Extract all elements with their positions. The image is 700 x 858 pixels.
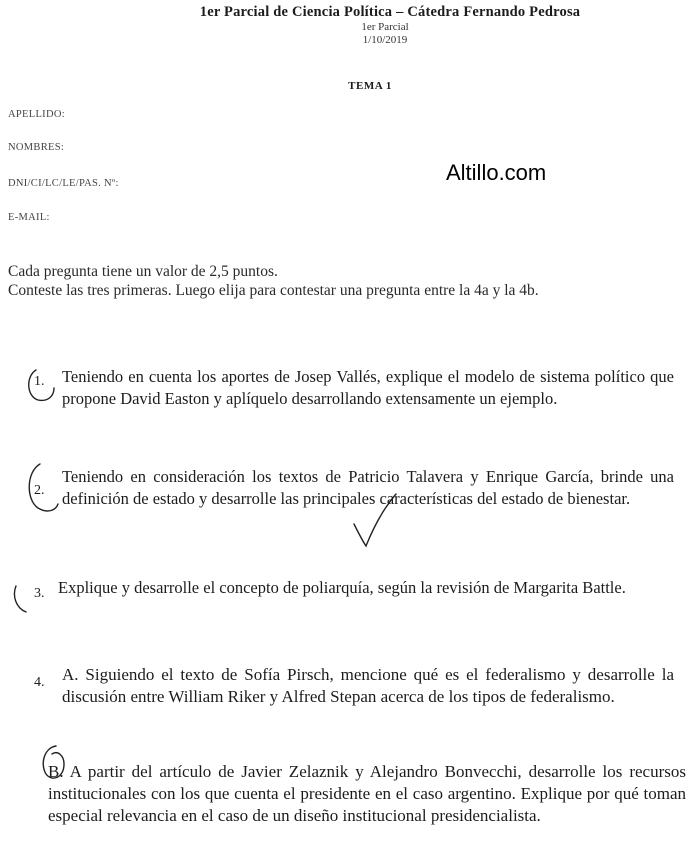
question-4a-item: A. Siguiendo el texto de Sofía Pirsch, mencione qué es el federalismo y desarrolle la discusión entre William Riker y Alfred Stepan acerca de los tipos de federalismo.	[62, 665, 674, 706]
instructions-line-1: Cada pregunta tiene un valor de 2,5 puntos.	[8, 263, 278, 280]
question-4b-text	[48, 761, 686, 827]
question-2-number: 2.	[34, 483, 45, 498]
field-email: E-MAIL:	[8, 212, 50, 223]
field-dni: DNI/CI/LC/LE/PAS. Nº:	[8, 178, 119, 189]
instructions	[8, 262, 539, 300]
question-3-number: 3.	[34, 586, 45, 601]
exam-header	[0, 4, 700, 47]
watermark: Altillo.com	[446, 160, 547, 185]
question-1-number: 1.	[34, 374, 45, 389]
question-1-text: Teniendo en cuenta los aportes de Josep Vallés, explique el modelo de sistema político que propone David Easton y aplíquelo desarrollando extensamente un ejemplo.	[62, 367, 674, 408]
exam-title: 1er Parcial de Ciencia Política – Cátedra Fernando Pedrosa	[199, 4, 581, 20]
question-3-text: Explique y desarrolle el concepto de poliarquía, según la revisión de Margarita Battle.	[58, 578, 626, 597]
question-4b-item: B. A partir del artículo de Javier Zelaznik y Alejandro Bonvecchi, desarrolle los recursos institucionales con los que cuenta el presidente en el caso argentino. Explique por qué toman especial relevancia en el caso de un diseño institucional presidencialista.	[48, 762, 686, 825]
field-nombres: NOMBRES:	[8, 142, 65, 153]
question-2-text: Teniendo en consideración los textos de Patricio Talavera y Enrique García, brinde una definición de estado y desarrolle las principales características del estado de bienestar.	[62, 467, 674, 508]
exam-subtitle: 1er Parcial	[361, 21, 409, 33]
exam-date: 1/10/2019	[362, 34, 408, 46]
exam-tema: TEMA 1	[348, 80, 392, 92]
question-4-number: 4.	[34, 675, 45, 690]
instructions-line-2: Conteste las tres primeras. Luego elija para contestar una pregunta entre la 4a y la 4b.	[8, 282, 539, 299]
field-apellido: APELLIDO:	[8, 109, 65, 120]
question-4a-text	[62, 664, 674, 708]
